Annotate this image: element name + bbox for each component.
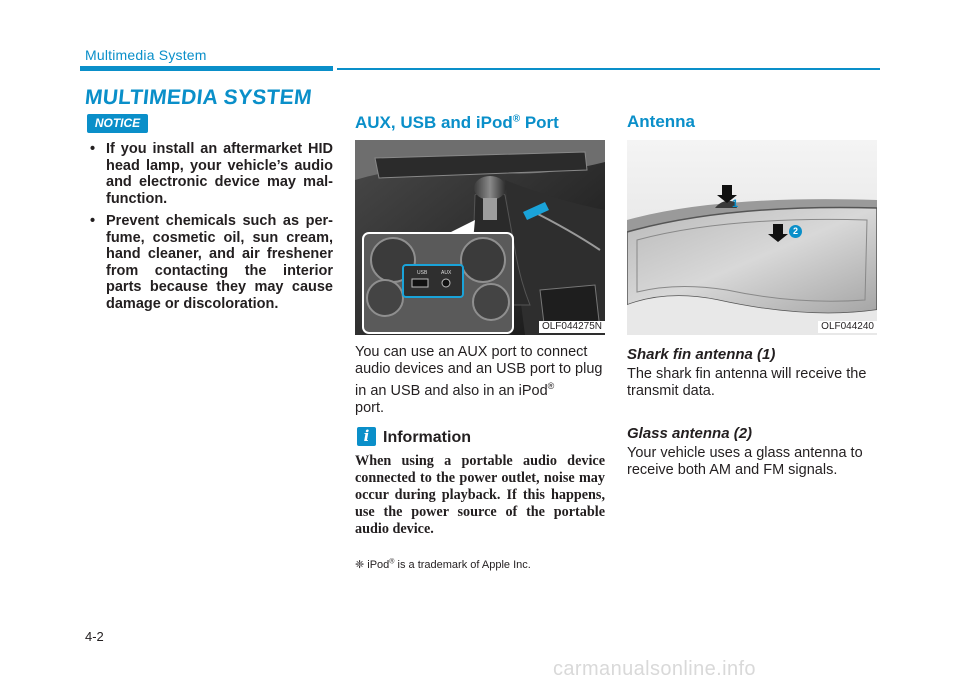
header-rule-thin — [337, 68, 880, 70]
page-number: 4-2 — [85, 629, 104, 644]
trademark-footnote: ❈ iPod® is a trademark of Apple Inc. — [355, 558, 531, 571]
information-icon: i — [357, 427, 376, 446]
callout-1: 1 — [732, 198, 739, 210]
watermark: carmanualsonline.info — [553, 658, 756, 680]
callout-2: 2 — [789, 225, 802, 238]
bullet-icon: • — [90, 141, 96, 157]
glass-antenna-heading: Glass antenna (2) — [627, 425, 753, 442]
aux-usb-heading: AUX, USB and iPod® Port — [355, 113, 559, 132]
aux-port-label: AUX — [441, 270, 452, 276]
car-roof-illustration — [627, 140, 877, 335]
antenna-photo — [627, 140, 877, 335]
shark-fin-heading: Shark fin antenna (1) — [627, 346, 776, 363]
notice-badge: NOTICE — [87, 114, 148, 133]
aux-usb-body: You can use an AUX port to connect audio devices and an USB port to plug in an USB and also in an iPod® port. — [355, 344, 603, 416]
section-title: MULTIMEDIA SYSTEM — [83, 86, 314, 109]
aux-usb-photo — [355, 140, 605, 335]
notice-item-text: Prevent chemicals such as per- fume, cosmetic oil, sun cream, hand cleaner, and air freshener from contacting the interior parts because they may cause damage or discoloration. — [106, 213, 333, 312]
console-illustration — [355, 140, 605, 335]
notice-list — [87, 141, 333, 318]
image-code: OLF044275N — [539, 321, 605, 333]
notice-item — [87, 213, 333, 312]
antenna-heading: Antenna — [627, 112, 695, 131]
information-title: Information — [383, 429, 471, 446]
bullet-icon: • — [90, 213, 96, 229]
shark-fin-text: The shark fin antenna will receive the transmit data. — [627, 366, 867, 399]
running-head: Multimedia System — [85, 47, 207, 63]
usb-port-label: USB — [417, 270, 428, 276]
image-code: OLF044240 — [818, 321, 877, 333]
information-text: When using a portable audio device connected to the power outlet, noise may occur during playback. If this happens, use the power source of the portable audio device. — [355, 453, 605, 537]
notice-item-text: If you install an aftermarket HID head lamp, your vehicle’s audio and electronic device may mal- function. — [106, 141, 333, 207]
header-rule-thick — [80, 66, 333, 71]
notice-item — [87, 141, 333, 207]
glass-antenna-text: Your vehicle uses a glass antenna to receive both AM and FM signals. — [627, 445, 863, 478]
